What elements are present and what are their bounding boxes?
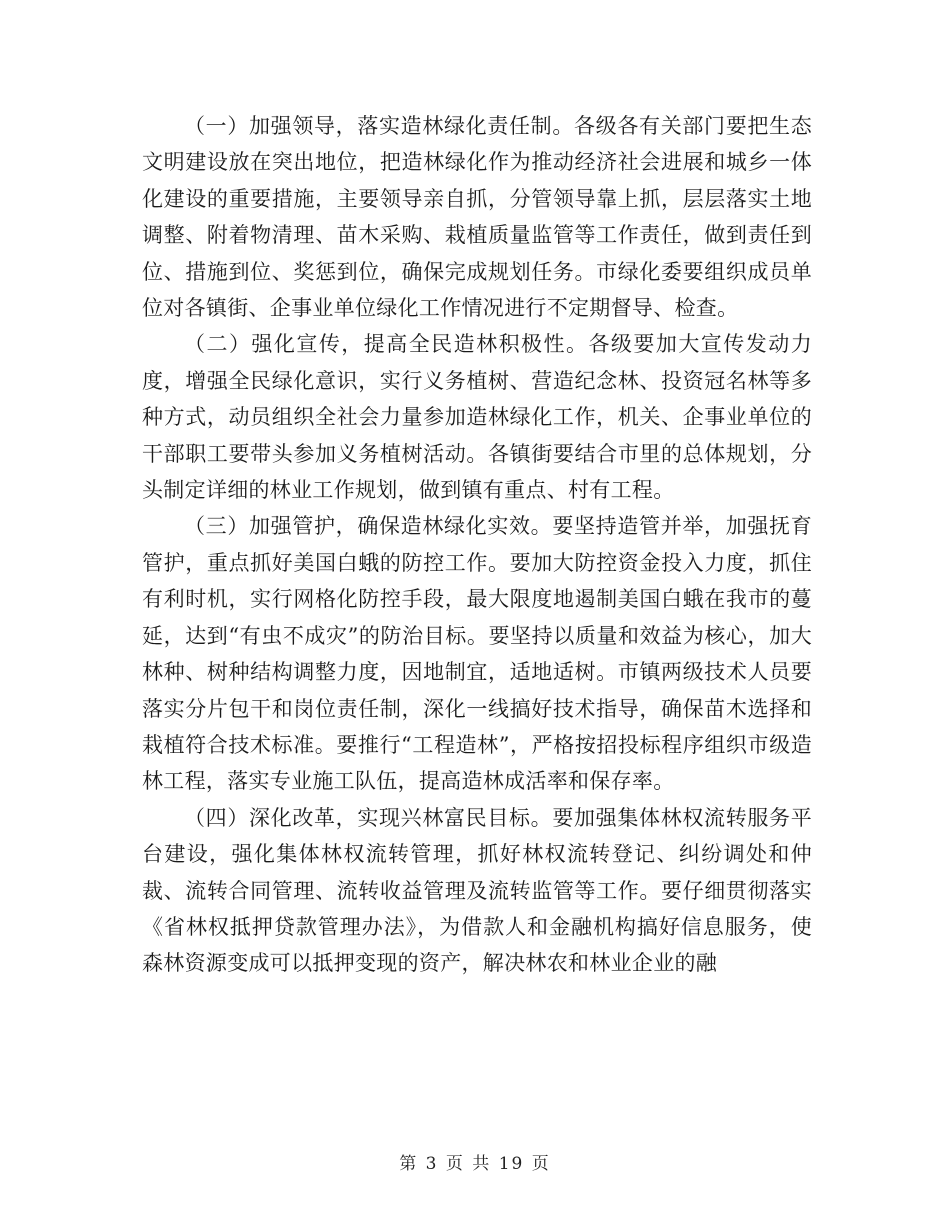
paragraph-4: （四）深化改革，实现兴林富民目标。要加强集体林权流转服务平台建设，强化集体林权流转管理，抓好林权流转登记、纠纷调处和仲裁、流转合同管理、流转收益管理及流转监管等工作。要仔细贯彻落实《省林权抵押贷款管理办法》，为借款人和金融机构搞好信息服务，使森林资源变成可以抵押变现的资产，解决林农和林业企业的融 <box>142 805 812 976</box>
page-number-footer: 第 3 页 共 19 页 <box>399 1154 551 1174</box>
paragraph-1: （一）加强领导，落实造林绿化责任制。各级各有关部门要把生态文明建设放在突出地位，把造林绿化作为推动经济社会进展和城乡一体化建设的重要措施，主要领导亲自抓，分管领导靠上抓，层层落实土地调整、附着物清理、苗木采购、栽植质量监管等工作责任，做到责任到位、措施到位、奖惩到位，确保完成规划任务。市绿化委要组织成员单位对各镇街、企事业单位绿化工作情况进行不定期督导、检查。 <box>142 114 812 321</box>
document-body <box>142 108 812 982</box>
paragraph-3: （三）加强管护，确保造林绿化实效。要坚持造管并举，加强抚育管护，重点抓好美国白蛾的防控工作。要加大防控资金投入力度，抓住有利时机，实行网格化防控手段，最大限度地遏制美国白蛾在我市的蔓延，达到“有虫不成灾”的防治目标。要坚持以质量和效益为核心，加大林种、树种结构调整力度，因地制宜，适地适树。市镇两级技术人员要落实分片包干和岗位责任制，深化一线搞好技术指导，确保苗木选择和栽植符合技术标准。要推行“工程造林”，严格按招投标程序组织市级造林工程，落实专业施工队伍，提高造林成活率和保存率。 <box>142 514 812 794</box>
paragraph-2: （二）强化宣传，提高全民造林积极性。各级要加大宣传发动力度，增强全民绿化意识，实行义务植树、营造纪念林、投资冠名林等多种方式，动员组织全社会力量参加造林绿化工作，机关、企事业单位的干部职工要带头参加义务植树活动。各镇街要结合市里的总体规划，分头制定详细的林业工作规划，做到镇有重点、村有工程。 <box>142 332 812 503</box>
